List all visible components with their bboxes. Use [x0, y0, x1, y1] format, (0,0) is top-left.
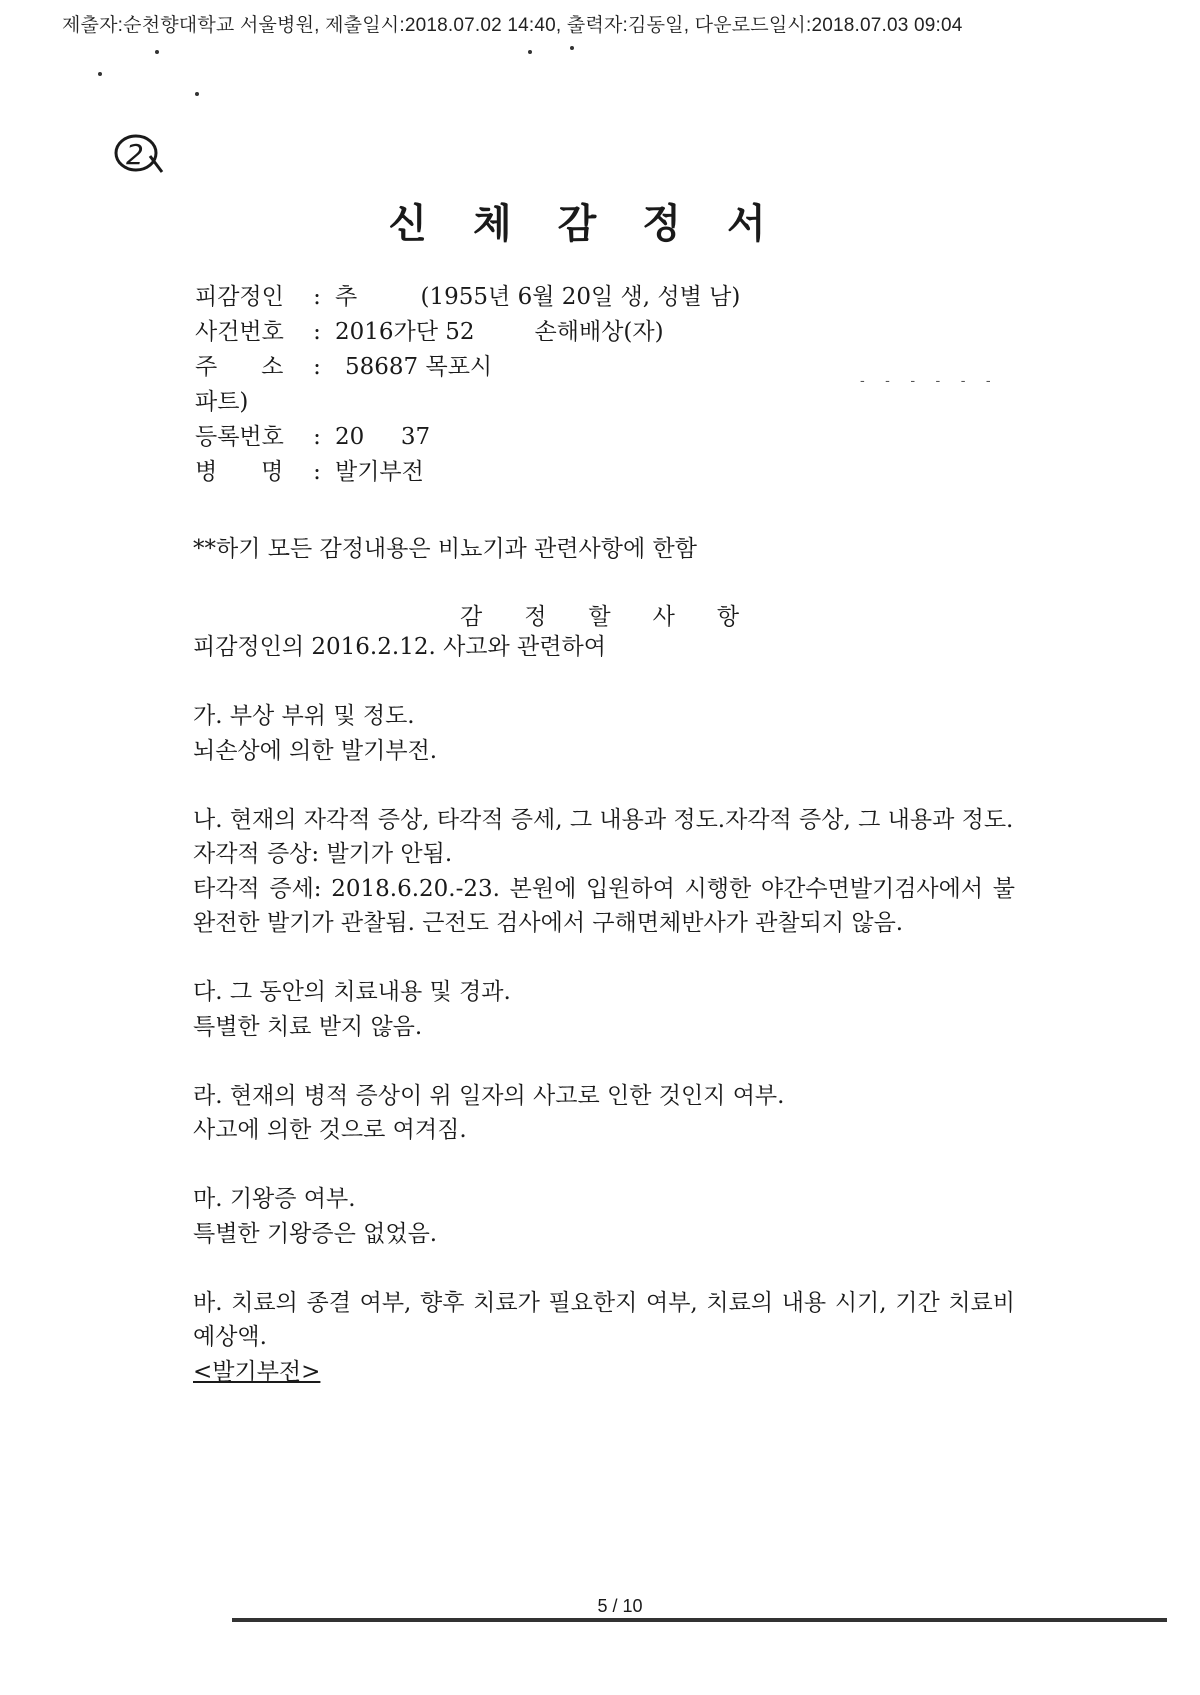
address-cont-row [195, 385, 740, 420]
item-c-body: 특별한 치료 받지 않음. [193, 1013, 423, 1040]
item-e-title: 마. 기왕증 여부. [193, 1186, 356, 1212]
scan-speck [195, 92, 199, 96]
case-row: 사건번호 : 2016가단 52 손해배상(자) [195, 315, 740, 350]
handwritten-circle-mark [112, 130, 168, 178]
footer-rule [232, 1618, 1167, 1622]
item-e-body: 특별한 기왕증은 없었음. [193, 1220, 438, 1247]
address-cont: 파트) [195, 389, 249, 415]
item-b-title: 나. 현재의 자각적 증상, 타각적 증세, 그 내용과 정도.자각적 증상, 그 내용과 정도. [193, 806, 1014, 833]
assessment-body [193, 630, 1015, 1389]
scope-note: **하기 모든 감정내용은 비뇨기과 관련사항에 한함 [193, 536, 697, 562]
item-b-subjective: 자각적 증상: 발기가 안됨. [193, 841, 453, 867]
subject-info [195, 280, 740, 490]
reg-label: 등록번호 [195, 424, 284, 450]
scan-speck [570, 46, 574, 50]
redaction-dashes: - - - - - - [860, 373, 999, 389]
item-a-body: 뇌손상에 의한 발기부전. [193, 737, 438, 764]
case-extra: 손해배상(자) [534, 319, 664, 345]
disease-value: 발기부전 [335, 459, 424, 485]
address-row: 주 소 : 58687 목포시 [195, 350, 740, 385]
case-label: 사건번호 [195, 319, 284, 345]
page-number: 5 / 10 [597, 1596, 643, 1616]
document-title: 신체감정서 [388, 200, 812, 247]
case-value: 2016가단 52 [335, 319, 475, 345]
item-a-title: 가. 부상 부위 및 정도. [193, 703, 415, 729]
disease-row: 병 명 : 발기부전 [195, 455, 740, 490]
section-title: 감정할사항 [460, 604, 782, 630]
reg-row: 등록번호 : 20 37 [195, 420, 740, 455]
item-f-subheading: <발기부전> [193, 1358, 321, 1385]
subject-label: 피감정인 [195, 284, 284, 310]
subject-row: 피감정인 : 추 (1955년 6월 20일 생, 성별 남) [195, 280, 740, 315]
scan-speck [98, 72, 102, 76]
item-f-title: 바. 치료의 종결 여부, 향후 치료가 필요한지 여부, 치료의 내용 시기, 기간 치료비 예상액. [193, 1289, 1015, 1350]
item-d-body: 사고에 의한 것으로 여겨짐. [193, 1117, 467, 1143]
reg-value: 20 37 [335, 424, 431, 450]
subject-extra: (1955년 6월 20일 생, 성별 남) [420, 284, 741, 310]
address-value: 58687 목포시 [345, 354, 493, 380]
intro-line: 피감정인의 2016.2.12. 사고와 관련하여 [193, 634, 606, 660]
item-b-objective: 타각적 증세: 2018.6.20.-23. 본원에 입원하여 시행한 야간수면발기검사에서 불완전한 발기가 관찰됨. 근전도 검사에서 구해면체반사가 관찰되지 않음. [193, 875, 1015, 936]
item-c-title: 다. 그 동안의 치료내용 및 경과. [193, 979, 511, 1005]
scan-speck [155, 50, 159, 54]
item-d-title: 라. 현재의 병적 증상이 위 일자의 사고로 인한 것인지 여부. [193, 1082, 785, 1109]
subject-value: 추 [335, 284, 365, 310]
address-label: 주 소 [195, 354, 284, 380]
mark-digit: 2 [126, 138, 144, 171]
scan-speck [528, 50, 532, 54]
submission-header: 제출자:순천향대학교 서울병원, 제출일시:2018.07.02 14:40, 출력자:김동일, 다운로드일시:2018.07.03 09:04 [62, 15, 963, 36]
disease-label: 병 명 [195, 459, 284, 485]
